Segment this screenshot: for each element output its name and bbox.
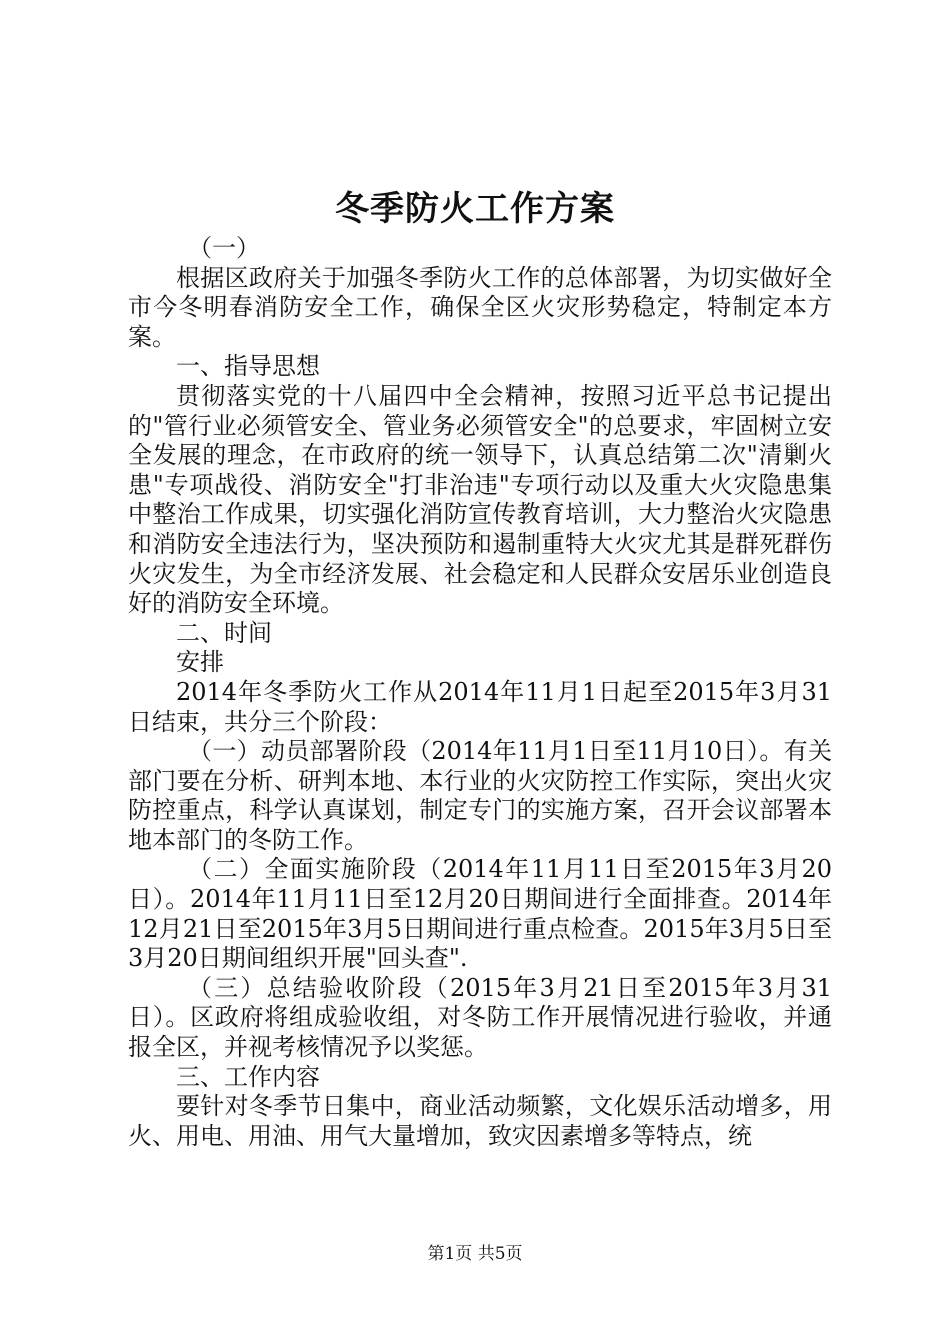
document-title: 冬季防火工作方案 bbox=[335, 189, 615, 229]
heading-guiding-ideology: 一、指导思想 bbox=[176, 352, 320, 381]
heading-time: 二、时间 bbox=[176, 618, 272, 647]
schedule-paragraph: 2014年冬季防火工作从2014年11月1日起至2015年3月31日结束，共分三个阶段： bbox=[128, 677, 832, 736]
heading-work-content: 三、工作内容 bbox=[176, 1062, 320, 1091]
page-footer: 第1页 共5页 bbox=[427, 1244, 523, 1264]
stage-two-paragraph: （二）全面实施阶段（2014年11月11日至2015年3月20日）。2014年11月11日至12月20日期间进行全面排查。2014年12月21日至2015年3月5日期间进行重点检查。2015年3月5日至3月20日期间组织开展"回头查". bbox=[128, 855, 832, 973]
stage-three-paragraph: （三）总结验收阶段（2015年3月21日至2015年3月31日）。区政府将组成验收组，对冬防工作开展情况进行验收，并通报全区，并视考核情况予以奖惩。 bbox=[128, 973, 832, 1062]
intro-paragraph: 根据区政府关于加强冬季防火工作的总体部署，为切实做好全市今冬明春消防安全工作，确保全区火灾形势稳定，特制定本方案。 bbox=[128, 263, 832, 351]
guiding-ideology-paragraph: 贯彻落实党的十八届四中全会精神，按照习近平总书记提出的"管行业必须管安全、管业务必须管安全"的总要求，牢固树立安全发展的理念，在市政府的统一领导下，认真总结第二次"清剿火患"专项战役、消防安全"打非治违"专项行动以及重大火灾隐患集中整治工作成果，切实强化消防宣传教育培训，大力整治火灾隐患和消防安全违法行为，坚决预防和遏制重特大火灾尤其是群死群伤火灾发生，为全市经济发展、社会稳定和人民群众安居乐业创造良好的消防安全环境。 bbox=[128, 381, 832, 618]
section-marker: （一） bbox=[188, 234, 260, 262]
heading-arrangement: 安排 bbox=[176, 648, 224, 677]
work-content-paragraph: 要针对冬季节日集中，商业活动频繁，文化娱乐活动增多，用火、用电、用油、用气大量增加，致灾因素增多等特点，统 bbox=[128, 1092, 832, 1150]
stage-one-paragraph: （一）动员部署阶段（2014年11月1日至11月10日）。有关部门要在分析、研判本地、本行业的火灾防控工作实际，突出火灾防控重点，科学认真谋划，制定专门的实施方案，召开会议部署本地本部门的冬防工作。 bbox=[128, 737, 832, 854]
document-body bbox=[128, 234, 832, 1151]
